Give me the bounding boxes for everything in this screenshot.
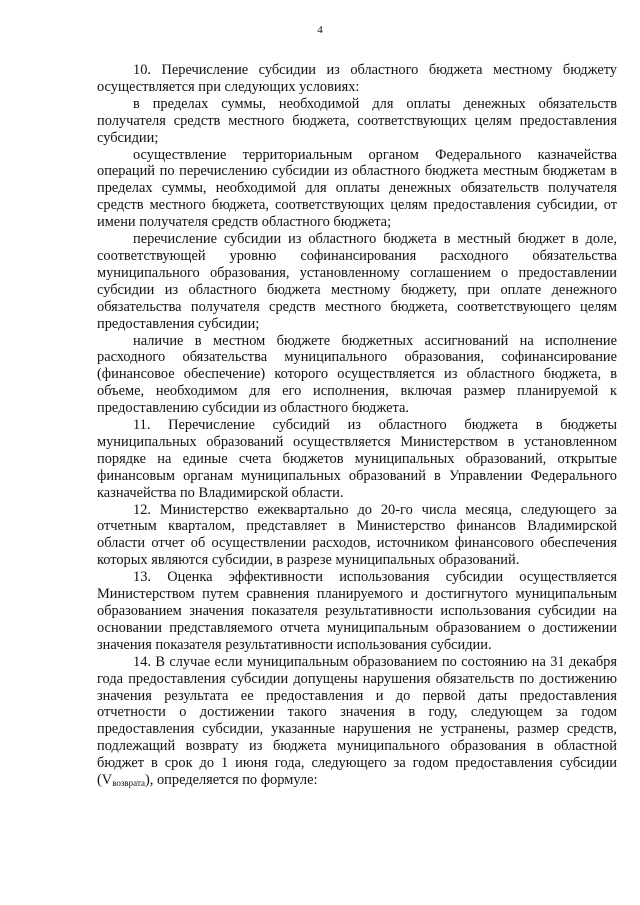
condition-budget-allocations: наличие в местном бюджете бюджетных ассигнований на исполнение расходного обязательства муниципального образования, софинансирование (финансовое обеспечение) которого осуществляется из областного бюджета, в объеме, необходимом для его исполнения, включая размер планируемой к предоставлению субсидии из областного бюджета.	[97, 332, 617, 417]
document-body	[97, 62, 617, 792]
paragraph-12: 12. Министерство ежеквартально до 20-го числа месяца, следующего за отчетным кварталом, представляет в Министерство финансов Владимирской области отчет об осуществлении расходов, источником финансового обеспечения которых являются субсидии, в разрезе муниципальных образований.	[97, 501, 617, 569]
paragraph-10: 10. Перечисление субсидии из областного бюджета местному бюджету осуществляется при следующих условиях:	[97, 62, 617, 95]
paragraph-13: 13. Оценка эффективности использования субсидии осуществляется Министерством путем сравнения планируемого и достигнутого муниципальным образованием значения показателя результативности использования субсидии на основании представляемого отчета муниципальным образованием о достижении значения показателя результативности использования субсидии.	[97, 569, 617, 653]
paragraph-14-subscript: возврата	[112, 778, 145, 789]
condition-treasury-operations: осуществление территориальным органом Федерального казначейства операций по перечислению субсидии из областного бюджета местным бюджетам в пределах суммы, необходимой для оплаты денежных обязательств получателя средств местного бюджета, соответствующих целям предоставления субсидии, от имени получателя средств областного бюджета;	[97, 146, 617, 231]
paragraph-14-tail: ), определяется по формуле:	[144, 772, 318, 789]
paragraph-11: 11. Перечисление субсидий из областного бюджета в бюджеты муниципальных образований осуществляется Министерством в установленном порядке на единые счета бюджетов муниципальных образований, открытые финансовым органам муниципальных образований в Управлении Федерального казначейства по Владимирской области.	[97, 417, 617, 501]
page-number: 4	[317, 24, 323, 36]
condition-within-amount: в пределах суммы, необходимой для оплаты денежных обязательств получателя средств местного бюджета, соответствующих целям предоставления субсидии;	[97, 95, 617, 146]
paragraph-14-text: 14. В случае если муниципальным образованием по состоянию на 31 декабря года предоставления субсидии допущены нарушения обязательств по достижению значения результата ее предоставления и до первой даты предоставления отчетности о достижении такого значения в году, следующем за годом предоставления субсидии, указанные нарушения не устранены, размер средств, подлежащий возврату из бюджета муниципального образования в областной бюджет в срок до 1 июня года, следующего за годом предоставления субсидии (V	[97, 653, 617, 789]
paragraph-14	[97, 654, 617, 792]
condition-cofinancing-share: перечисление субсидии из областного бюджета в местный бюджет в доле, соответствующей уровню софинансирования расходного обязательства муниципального образования, установленному соглашением о предоставлении субсидии из областного бюджета местному бюджету, при оплате денежного обязательства получателя средств местного бюджета, соответствующего целям предоставления субсидии;	[97, 231, 617, 332]
